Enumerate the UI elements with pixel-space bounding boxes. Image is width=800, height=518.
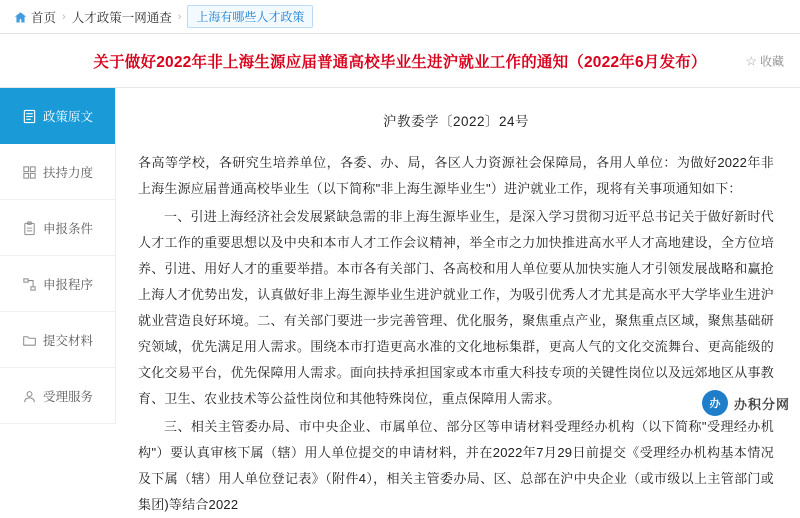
sidebar-item-label: 提交材料: [42, 333, 93, 348]
sidebar-item-label: 申报程序: [42, 277, 93, 292]
sidebar: [0, 88, 116, 424]
sidebar-item-support[interactable]: [0, 144, 115, 200]
grid-icon: [22, 165, 37, 180]
page-title: 关于做好2022年非上海生源应届普通高校毕业生进沪就业工作的通知（2022年6月发布）: [93, 53, 707, 71]
breadcrumb-separator-1: ›: [62, 10, 66, 23]
site-watermark: [702, 390, 790, 416]
favorite-label: 收藏: [759, 54, 784, 68]
brand-name: 办积分网: [733, 396, 790, 412]
sidebar-item-service[interactable]: [0, 368, 115, 424]
sidebar-item-label: 扶持力度: [42, 165, 93, 180]
document-paragraph: 三、相关主管委办局、市中央企业、市属单位、部分区等申请材料受理经办机构（以下简称"受理经办机构"）要认真审核下属（辖）用人单位提交的申请材料，并在2022年7月29日前提交《受理经办机构基本情况及下属（辖）用人单位登记表》（附件4），相关主管委办局、区、总部在沪中央企业（或市级以上主管部门或集团)等结合2022: [138, 419, 774, 512]
document-paragraph: 一、引进上海经济社会发展紧缺急需的非上海生源毕业生，是深入学习贯彻习近平总书记关于做好新时代人才工作的重要思想以及中央和本市人才工作会议精神，举全市之力加快推进高水平人才高地建设，全方位培养、引进、用好人才的重要举措。本市各有关部门、各高校和用人单位要从加快实施人才引领发展战略和赢抢上海人才优势出发，认真做好非上海生源毕业生进沪就业工作，为吸引优秀人才尤其是高水平大学毕业生进沪就业营造良好环境。二、有关部门要进一步完善管理、优化服务，聚焦重点产业，聚焦重点区域，聚焦基础研究领域，优先满足用人需求。围绕本市打造更高水准的文化地标集群，更高人气的文化交流舞台、更高能级的文化交易平台，优先保障用人需求。面向扶持承担国家或本市重大科技专项的关键性岗位以及远郊地区从事教育、卫生、农业技术等公益性岗位和其他特殊岗位，重点保障用人需求。: [138, 209, 774, 406]
flow-icon: [22, 277, 37, 292]
star-icon: ☆: [745, 53, 757, 68]
breadcrumb: [0, 0, 800, 34]
sidebar-item-label: 政策原文: [42, 109, 93, 124]
sidebar-item-label: 申报条件: [42, 221, 93, 236]
sidebar-item-materials[interactable]: [0, 312, 115, 368]
brand-logo-icon: 办: [702, 390, 728, 416]
sidebar-item-label: 受理服务: [42, 389, 93, 404]
title-bar: [0, 34, 800, 88]
sidebar-item-conditions[interactable]: [0, 200, 115, 256]
breadcrumb-home[interactable]: [14, 8, 56, 26]
folder-icon: [22, 333, 37, 348]
clipboard-icon: [22, 221, 37, 236]
document-paragraph: 各高等学校，各研究生培养单位，各委、办、局，各区人力资源社会保障局，各用人单位：为做好2022年非上海生源应届普通高校毕业生（以下简称"非上海生源毕业生"）进沪就业工作，现将有关事项通知如下：: [138, 155, 774, 196]
breadcrumb-section[interactable]: 人才政策一网通查: [71, 10, 172, 25]
sidebar-item-procedure[interactable]: [0, 256, 115, 312]
body: [0, 88, 800, 512]
document-icon: [22, 109, 37, 124]
document-content: [116, 88, 800, 512]
document-number: 沪教委学〔2022〕24号: [382, 114, 530, 129]
home-icon: [14, 11, 27, 24]
favorite-button[interactable]: [745, 52, 784, 69]
user-icon: [22, 389, 37, 404]
breadcrumb-current[interactable]: 上海有哪些人才政策: [187, 5, 313, 28]
sidebar-item-policy-text[interactable]: [0, 88, 115, 144]
breadcrumb-home-label: 首页: [31, 10, 57, 25]
breadcrumb-separator-2: ›: [177, 10, 182, 23]
